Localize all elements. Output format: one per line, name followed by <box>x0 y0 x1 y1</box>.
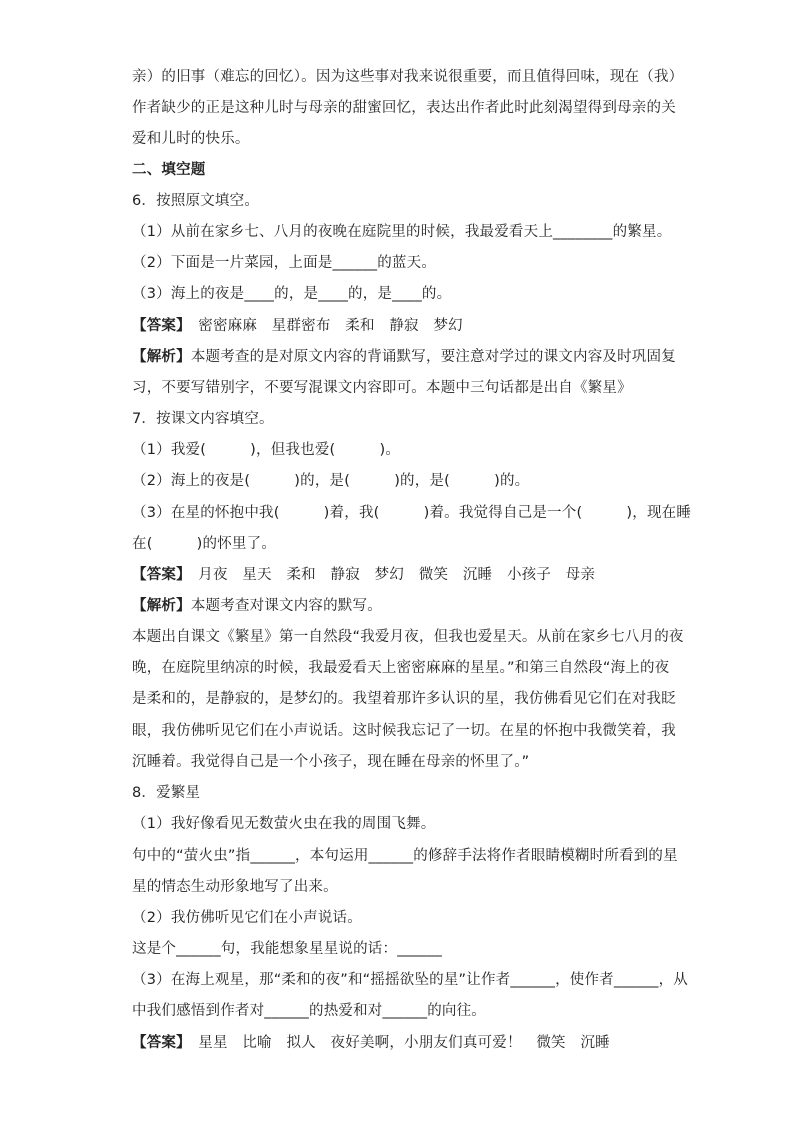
question-title: 7．按课文内容填空。 <box>132 411 274 427</box>
section-marker: 【答案】 <box>132 318 184 334</box>
answer-line <box>132 564 595 586</box>
section-content: 密密麻麻 星群密布 柔和 静寂 梦幻 <box>183 318 463 334</box>
text-line: 在( )的怀里了。 <box>132 536 277 552</box>
text-line: （2）下面是一片菜园，上面是______的蓝天。 <box>132 255 437 271</box>
text-line: 眼，我仿佛听见它们在小声说话。这时候我忘记了一切。在星的怀抱中我微笑着，我 <box>132 723 676 739</box>
section-heading: 二、填空题 <box>132 162 206 178</box>
text-line: （1）我好像看见无数萤火虫在我的周围飞舞。 <box>132 816 436 832</box>
analysis-line <box>132 346 676 368</box>
answer-line <box>132 315 463 337</box>
text-line: （2）海上的夜是( )的，是( )的，是( )的。 <box>132 473 530 489</box>
question-title: 6．按照原文填空。 <box>132 193 260 209</box>
section-marker: 【解析】 <box>132 349 191 365</box>
text-line: （2）我仿佛听见它们在小声说话。 <box>132 910 362 926</box>
text-line: （3）在海上观星，那“柔和的夜”和“摇摇欲坠的星”让作者______，使作者______，从 <box>132 972 688 988</box>
section-content: 月夜 星天 柔和 静寂 梦幻 微笑 沉睡 小孩子 母亲 <box>183 567 596 583</box>
text-line: 星的情态生动形象地写了出来。 <box>132 879 338 895</box>
section-content: 本题考查的是对原文内容的背诵默写，要注意对学过的课文内容及时巩固复 <box>190 349 676 365</box>
question-title: 8．爱繁星 <box>132 785 201 801</box>
text-line: 习，不要写错别字，不要写混课文内容即可。本题中三句话都是出自《繁星》 <box>132 380 632 396</box>
answer-line <box>132 1032 610 1054</box>
text-line: （1）我爱( )，但我也爱( )。 <box>132 442 401 458</box>
analysis-line <box>132 595 382 617</box>
text-line: 爱和儿时的快乐。 <box>132 131 250 147</box>
text-line: 这是个______句，我能想象星星说的话：______ <box>132 941 442 957</box>
text-line: （3）海上的夜是____的，是____的，是____的。 <box>132 286 452 302</box>
text-line: 作者缺少的正是这种儿时与母亲的甜蜜回忆，表达出作者此时此刻渴望得到母亲的关 <box>132 100 676 116</box>
text-line: （3）在星的怀抱中我( )着，我( )着。我觉得自己是一个( )，现在睡 <box>132 505 692 521</box>
section-marker: 【答案】 <box>132 1035 184 1051</box>
section-content: 星星 比喻 拟人 夜好美啊，小朋友们真可爱！ 微笑 沉睡 <box>183 1035 610 1051</box>
text-line: 中我们感悟到作者对______的热爱和对______的向往。 <box>132 1003 486 1019</box>
section-marker: 【答案】 <box>132 567 184 583</box>
text-line: （1）从前在家乡七、八月的夜晚在庭院里的时候，我最爱看天上________的繁星。 <box>132 224 672 240</box>
section-marker: 【解析】 <box>132 598 191 614</box>
text-line: 是柔和的，是静寂的，是梦幻的。我望着那许多认识的星，我仿佛看见它们在对我眨 <box>132 691 676 707</box>
section-content: 本题考查对课文内容的默写。 <box>190 598 382 614</box>
text-line: 沉睡着。我觉得自己是一个小孩子，现在睡在母亲的怀里了。” <box>132 754 530 770</box>
text-line: 亲）的旧事（难忘的回忆）。因为这些事对我来说很重要，而且值得回味，现在（我） <box>132 69 684 85</box>
text-line: 句中的“萤火虫”指______，本句运用______的修辞手法将作者眼睛模糊时所看到的星 <box>132 848 678 864</box>
text-line: 本题出自课文《繁星》第一自然段“我爱月夜，但我也爱星天。从前在家乡七八月的夜 <box>132 629 684 645</box>
text-line: 晚，在庭院里纳凉的时候，我最爱看天上密密麻麻的星星。”和第三自然段“海上的夜 <box>132 660 670 676</box>
